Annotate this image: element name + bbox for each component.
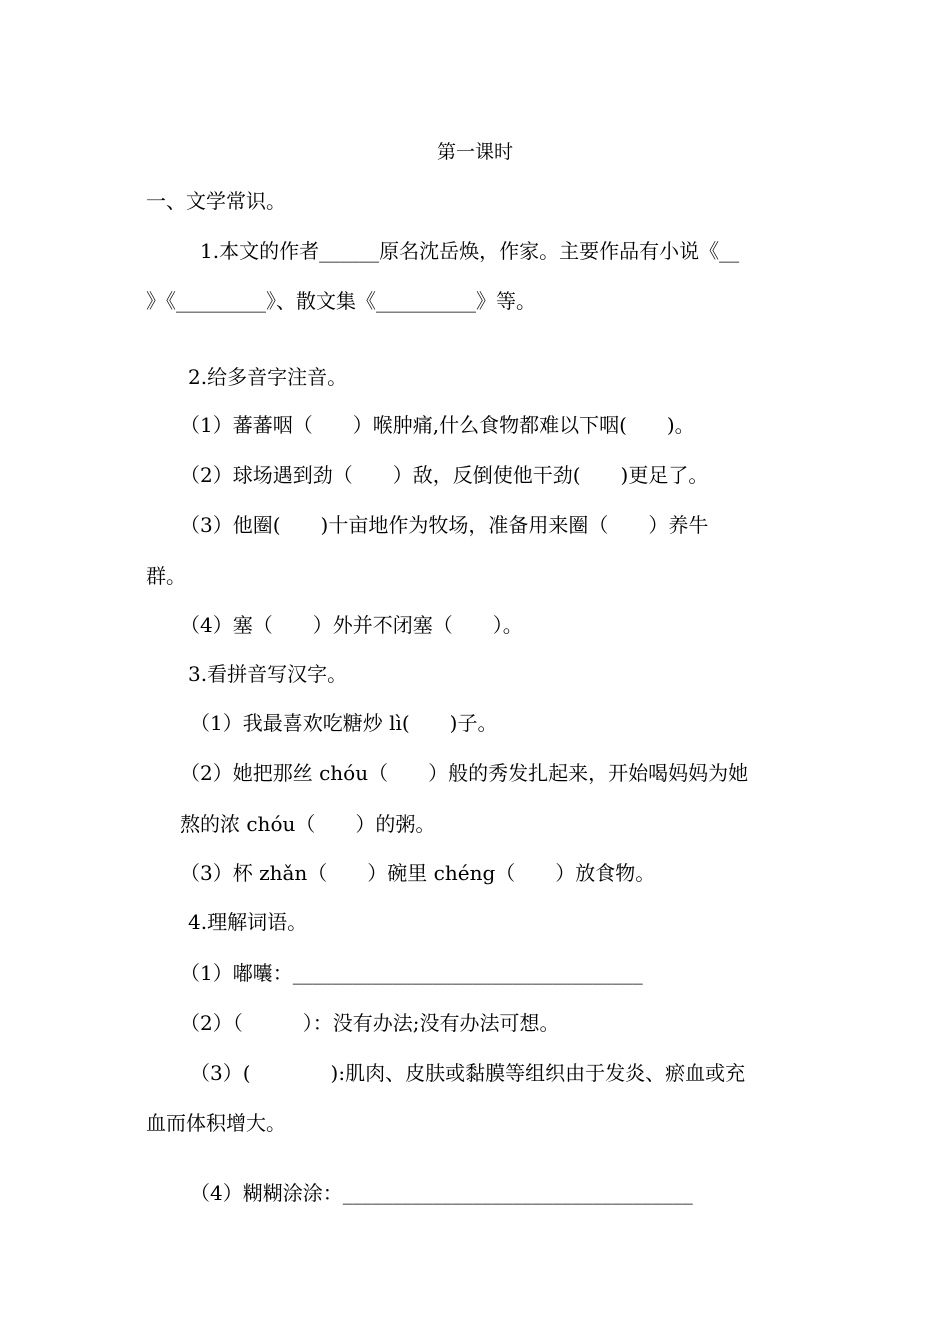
question-1-line-2: 》《_________》、散文集《__________》等。 [146,289,536,313]
page-title: 第一课时 [436,141,513,163]
question-4-item-4: （4）糊糊涂涂：___________________________________ [190,1181,693,1205]
question-4-item-3-line-1: （3）( ):肌肉、皮肤或黏膜等组织由于发炎、瘀血或充 [190,1061,746,1085]
question-3-item-2-line-2: 熬的浓 chóu（ ）的粥。 [180,812,436,836]
section-heading: 一、文学常识。 [146,189,286,213]
question-3-heading: 3.看拼音写汉字。 [188,662,348,686]
question-3-item-1: （1）我最喜欢吃糖炒 lì( )子。 [190,711,498,735]
question-4-item-2: （2）（ ）：没有办法;没有办法可想。 [180,1011,560,1035]
question-1-line-1: 1.本文的作者______原名沈岳焕，作家。主要作品有小说《__ [200,239,740,263]
question-4-item-1: （1）嘟囔：___________________________________ [180,961,643,985]
question-3-item-2-line-1: （2）她把那丝 chóu（ ）般的秀发扎起来，开始喝妈妈为她 [180,761,749,785]
question-4-item-3-line-2: 血而体积增大。 [146,1111,286,1135]
question-2-item-4: （4）塞（ ）外并不闭塞（ ）。 [180,613,523,637]
question-2-item-1: （1）蕃蕃咽（ ）喉肿痛,什么食物都难以下咽( )。 [180,413,695,437]
question-2-heading: 2.给多音字注音。 [188,365,348,389]
question-4-heading: 4.理解词语。 [188,910,308,934]
question-2-item-3-line-2: 群。 [146,564,186,588]
question-2-item-2: （2）球场遇到劲（ ）敌，反倒使他干劲( )更足了。 [180,463,709,487]
question-3-item-3: （3）杯 zhǎn（ ）碗里 chéng（ ）放食物。 [180,861,656,885]
question-2-item-3-line-1: （3）他圈( )十亩地作为牧场，准备用来圈（ ）养牛 [180,513,709,537]
